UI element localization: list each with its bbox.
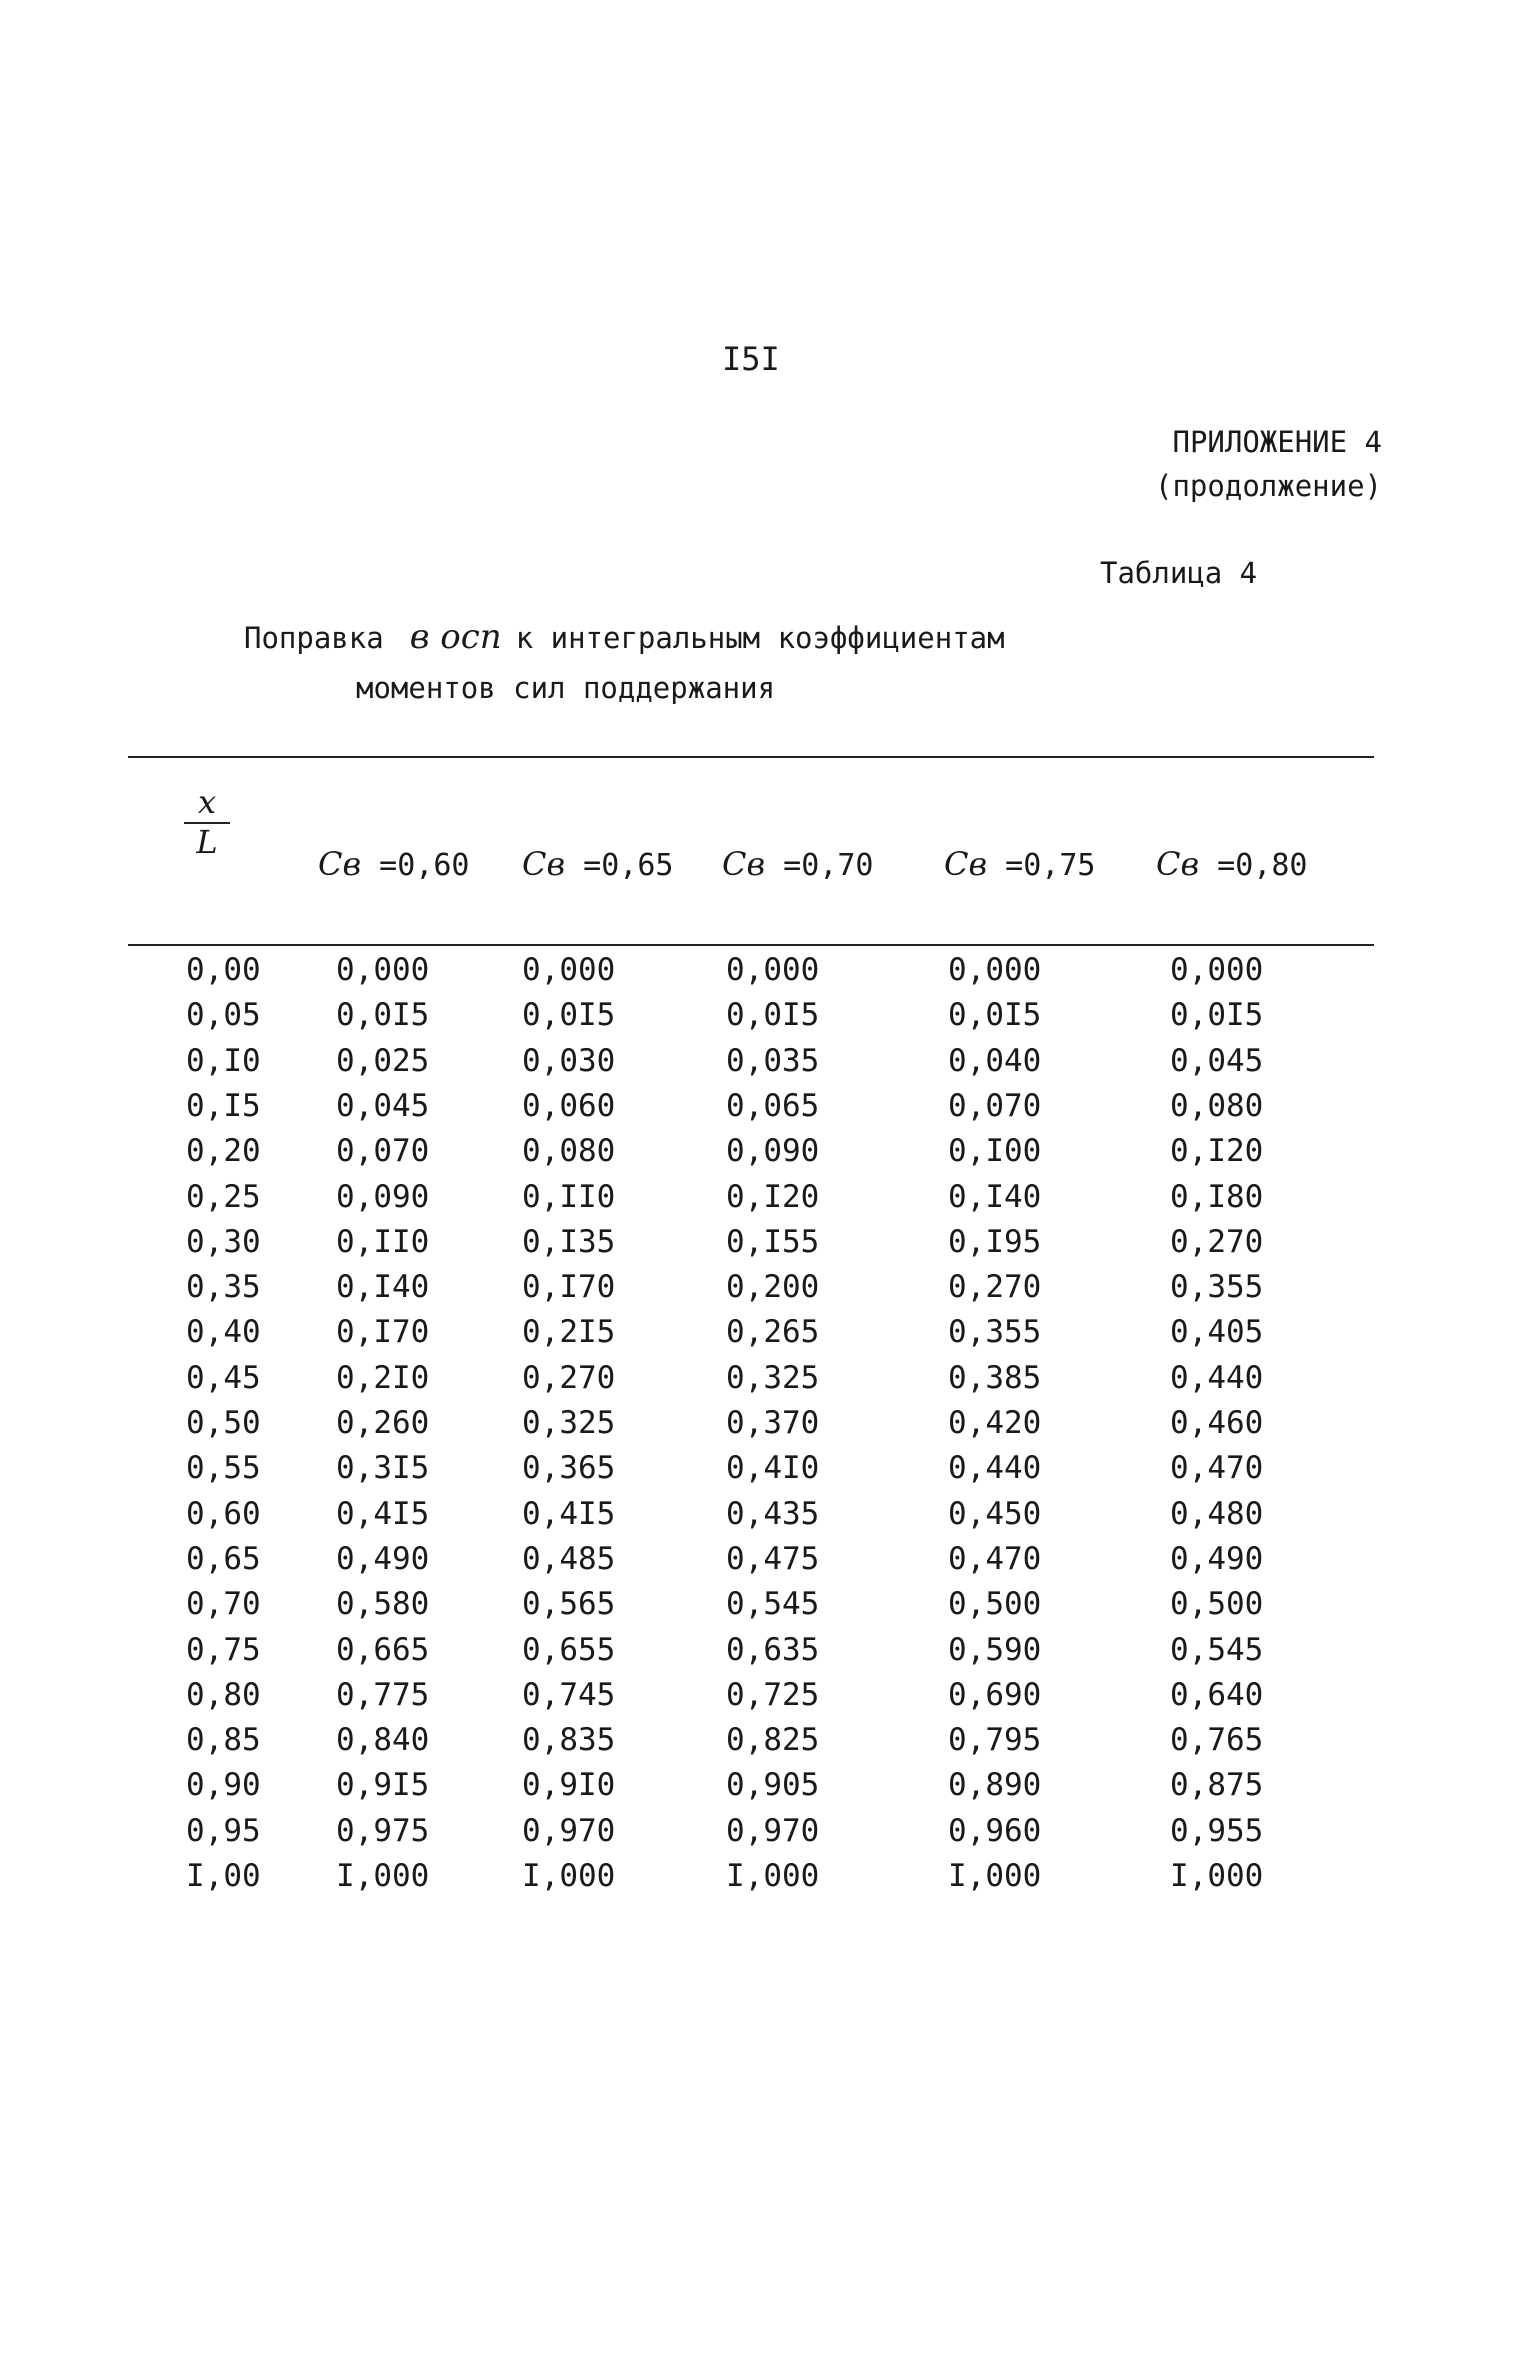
table-cell: 0,460 (1170, 1405, 1264, 1441)
column-header-cb-075: Cв =0,75 (944, 845, 1096, 883)
table-cell: 0,435 (726, 1495, 820, 1532)
table-row (0, 1492, 1536, 1537)
table-cell: 0,080 (522, 1133, 616, 1170)
appendix-heading (1155, 420, 1382, 508)
table-row (0, 1356, 1536, 1401)
table-cell: 0,775 (336, 1676, 430, 1713)
table-cell: 0,I35 (522, 1223, 616, 1260)
table-cell: 0,485 (522, 1540, 616, 1577)
table-cell: 0,500 (1170, 1586, 1264, 1623)
table-cell: 0,325 (726, 1359, 820, 1396)
table-cell: 0,2I5 (522, 1314, 616, 1351)
table-cell: 0,260 (336, 1405, 430, 1441)
table-cell: I,000 (1170, 1858, 1264, 1894)
appendix-subtitle: (продолжение) (1155, 469, 1382, 503)
table-cell: 0,905 (726, 1767, 820, 1804)
table-row (0, 1220, 1536, 1265)
table-cell: 0,690 (948, 1676, 1042, 1713)
table-cell: 0,2I0 (336, 1359, 430, 1396)
table-caption (244, 612, 1005, 713)
table-cell: 0,270 (1170, 1223, 1264, 1260)
table-cell: 0,355 (948, 1314, 1042, 1351)
table-row (0, 1175, 1536, 1220)
table-cell: 0,000 (1170, 952, 1264, 988)
x-header-numerator: x (184, 782, 230, 824)
table-cell: 0,765 (1170, 1722, 1264, 1759)
table-cell: 0,I20 (1170, 1133, 1264, 1170)
table-cell: 0,045 (1170, 1042, 1264, 1079)
table-cell: 0,470 (1170, 1450, 1264, 1487)
table-cell: 0,4I5 (522, 1495, 616, 1532)
row-x-value: 0,55 (186, 1450, 261, 1487)
table-cell: 0,200 (726, 1269, 820, 1306)
table-header-rule (128, 944, 1374, 946)
table-cell: 0,I40 (948, 1178, 1042, 1215)
row-x-value: 0,35 (186, 1269, 261, 1306)
appendix-title: ПРИЛОЖЕНИЕ 4 (1172, 425, 1382, 459)
table-header-row (0, 842, 1536, 887)
table-cell: 0,500 (948, 1586, 1042, 1623)
column-header-cb-060: Cв =0,60 (318, 845, 470, 883)
table-cell: 0,890 (948, 1767, 1042, 1804)
row-x-value: 0,65 (186, 1540, 261, 1577)
table-cell: 0,000 (522, 952, 616, 988)
table-label: Таблица 4 (1100, 556, 1258, 590)
table-cell: 0,875 (1170, 1767, 1264, 1804)
caption-prefix: Поправка (244, 621, 384, 655)
table-cell: 0,II0 (336, 1223, 430, 1260)
row-x-value: 0,45 (186, 1359, 261, 1396)
table-cell: 0,475 (726, 1540, 820, 1577)
table-cell: 0,040 (948, 1042, 1042, 1079)
caption-symbol: в осп (409, 617, 502, 657)
table-cell: 0,000 (948, 952, 1042, 988)
table-cell: 0,0I5 (522, 997, 616, 1034)
table-cell: 0,635 (726, 1631, 820, 1668)
row-x-value: 0,70 (186, 1586, 261, 1623)
row-x-value: 0,20 (186, 1133, 261, 1170)
column-header-cb-065: Cв =0,65 (522, 845, 674, 883)
table-cell: 0,420 (948, 1405, 1042, 1441)
column-header-cb-080: Cв =0,80 (1156, 845, 1308, 883)
table-cell: I,000 (522, 1858, 616, 1894)
table-row (0, 1809, 1536, 1854)
page-number: I5I (722, 340, 780, 378)
table-cell: 0,000 (726, 952, 820, 988)
table-cell: 0,355 (1170, 1269, 1264, 1306)
table-row (0, 1763, 1536, 1808)
table-cell: 0,025 (336, 1042, 430, 1079)
table-cell: 0,955 (1170, 1812, 1264, 1849)
table-cell: 0,960 (948, 1812, 1042, 1849)
table-cell: 0,270 (948, 1269, 1042, 1306)
table-cell: 0,365 (522, 1450, 616, 1487)
table-cell: 0,325 (522, 1405, 616, 1441)
row-x-value: I,00 (186, 1858, 261, 1894)
table-cell: 0,370 (726, 1405, 820, 1441)
column-header-cb-070: Cв =0,70 (722, 845, 874, 883)
table-cell: 0,4I5 (336, 1495, 430, 1532)
table-cell: 0,0I5 (948, 997, 1042, 1034)
table-cell: 0,090 (336, 1178, 430, 1215)
table-cell: I,000 (948, 1858, 1042, 1894)
table-cell: 0,030 (522, 1042, 616, 1079)
table-cell: 0,0I5 (336, 997, 430, 1034)
table-row (0, 1628, 1536, 1673)
table-row (0, 1582, 1536, 1627)
table-cell: 0,070 (336, 1133, 430, 1170)
table-row (0, 993, 1536, 1038)
table-cell: 0,045 (336, 1087, 430, 1124)
table-top-rule (128, 756, 1374, 758)
row-x-value: 0,60 (186, 1495, 261, 1532)
table-row (0, 1446, 1536, 1491)
row-x-value: 0,50 (186, 1405, 261, 1441)
table-cell: 0,4I0 (726, 1450, 820, 1487)
table-cell: 0,065 (726, 1087, 820, 1124)
table-cell: 0,I95 (948, 1223, 1042, 1260)
table-cell: 0,825 (726, 1722, 820, 1759)
table-cell: 0,060 (522, 1087, 616, 1124)
table-cell: 0,385 (948, 1359, 1042, 1396)
table-cell: 0,0I5 (726, 997, 820, 1034)
table-cell: 0,835 (522, 1722, 616, 1759)
table-row (0, 1129, 1536, 1174)
table-cell: 0,035 (726, 1042, 820, 1079)
table-cell: 0,665 (336, 1631, 430, 1668)
table-row (0, 1673, 1536, 1718)
table-cell: 0,745 (522, 1676, 616, 1713)
table-cell: 0,970 (522, 1812, 616, 1849)
table-cell: 0,440 (1170, 1359, 1264, 1396)
table-cell: 0,I80 (1170, 1178, 1264, 1215)
table-cell: 0,640 (1170, 1676, 1264, 1713)
table-cell: 0,655 (522, 1631, 616, 1668)
table-row (0, 1401, 1536, 1446)
table-cell: 0,070 (948, 1087, 1042, 1124)
table-cell: 0,795 (948, 1722, 1042, 1759)
row-x-value: 0,25 (186, 1178, 261, 1215)
table-cell: 0,590 (948, 1631, 1042, 1668)
table-row (0, 1265, 1536, 1310)
table-row (0, 948, 1536, 993)
table-cell: 0,I70 (522, 1269, 616, 1306)
table-cell: 0,I55 (726, 1223, 820, 1260)
table-cell: 0,565 (522, 1586, 616, 1623)
table-row (0, 1039, 1536, 1084)
table-cell: 0,970 (726, 1812, 820, 1849)
row-x-value: 0,95 (186, 1812, 261, 1849)
table-cell: I,000 (336, 1858, 430, 1894)
table-cell: 0,405 (1170, 1314, 1264, 1351)
table-cell: 0,090 (726, 1133, 820, 1170)
table-cell: 0,580 (336, 1586, 430, 1623)
table-cell: 0,II0 (522, 1178, 616, 1215)
table-row (0, 1537, 1536, 1582)
table-cell: 0,265 (726, 1314, 820, 1351)
table-cell: 0,080 (1170, 1087, 1264, 1124)
table-row (0, 1854, 1536, 1899)
table-cell: 0,0I5 (1170, 997, 1264, 1034)
row-x-value: 0,85 (186, 1722, 261, 1759)
table-cell: 0,545 (1170, 1631, 1264, 1668)
table-cell: 0,975 (336, 1812, 430, 1849)
table-cell: 0,I70 (336, 1314, 430, 1351)
table-cell: 0,I40 (336, 1269, 430, 1306)
table-cell: 0,840 (336, 1722, 430, 1759)
table-cell: 0,440 (948, 1450, 1042, 1487)
table-cell: I,000 (726, 1858, 820, 1894)
x-header-denominator: L (196, 823, 218, 861)
table-cell: 0,480 (1170, 1495, 1264, 1532)
row-x-value: 0,75 (186, 1631, 261, 1668)
row-x-value: 0,00 (186, 952, 261, 988)
table-cell: 0,545 (726, 1586, 820, 1623)
table-row (0, 1718, 1536, 1763)
row-x-value: 0,30 (186, 1223, 261, 1260)
row-x-value: 0,80 (186, 1676, 261, 1713)
table-cell: 0,000 (336, 952, 430, 988)
caption-line2: моментов сил поддержания (356, 671, 776, 705)
row-x-value: 0,40 (186, 1314, 261, 1351)
table-cell: 0,I20 (726, 1178, 820, 1215)
table-row (0, 1310, 1536, 1355)
table-cell: 0,9I5 (336, 1767, 430, 1804)
row-x-value: 0,90 (186, 1767, 261, 1804)
table-cell: 0,490 (336, 1540, 430, 1577)
row-x-value: 0,I5 (186, 1087, 261, 1124)
table-cell: 0,450 (948, 1495, 1042, 1532)
table-cell: 0,470 (948, 1540, 1042, 1577)
row-x-value: 0,05 (186, 997, 261, 1034)
table-cell: 0,9I0 (522, 1767, 616, 1804)
table-cell: 0,490 (1170, 1540, 1264, 1577)
table-cell: 0,3I5 (336, 1450, 430, 1487)
row-x-value: 0,I0 (186, 1042, 261, 1079)
table-cell: 0,725 (726, 1676, 820, 1713)
table-cell: 0,270 (522, 1359, 616, 1396)
table-row (0, 1084, 1536, 1129)
table-cell: 0,I00 (948, 1133, 1042, 1170)
caption-suffix: к интегральным коэффициентам (515, 621, 1005, 655)
